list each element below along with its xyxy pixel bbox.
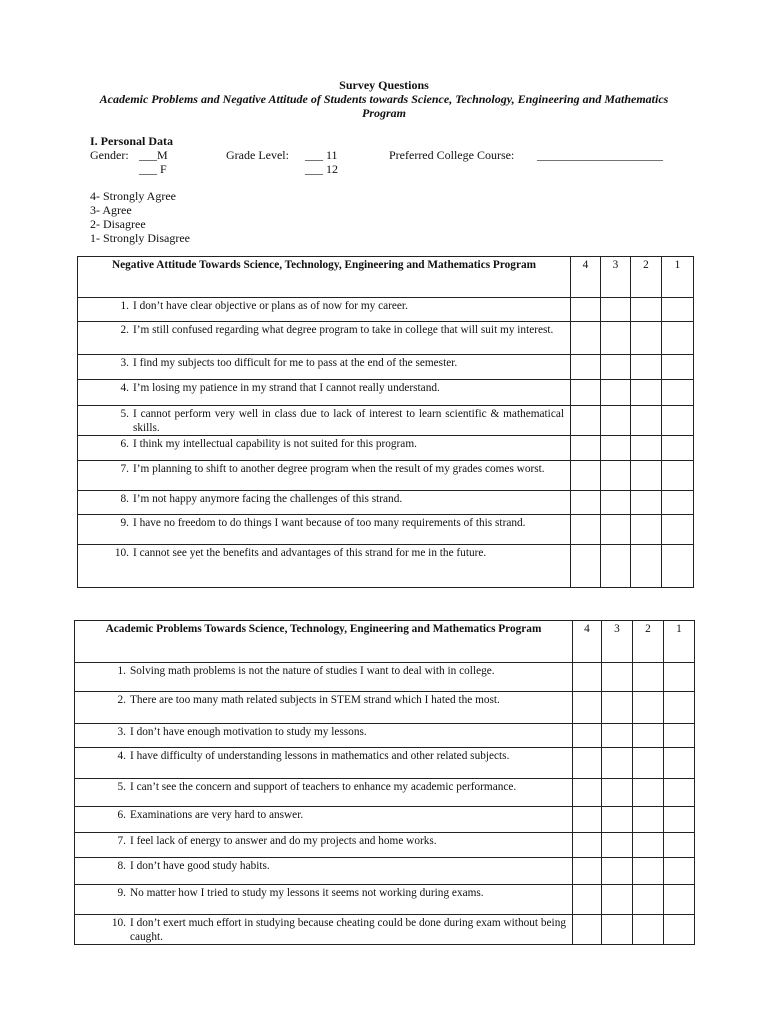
table-row bbox=[75, 915, 695, 945]
question-number: 3. bbox=[117, 726, 126, 738]
rating-cell-4[interactable] bbox=[571, 380, 601, 406]
preferred-course-field[interactable]: _____________________ bbox=[537, 148, 663, 162]
rating-cell-2[interactable] bbox=[631, 380, 662, 406]
rating-cell-4[interactable] bbox=[571, 406, 601, 436]
rating-cell-4[interactable] bbox=[571, 298, 601, 322]
question-text: I’m planning to shift to another degree program when the result of my grades comes worst. bbox=[133, 463, 545, 475]
rating-cell-3[interactable] bbox=[602, 692, 633, 724]
table2-col-1: 1 bbox=[664, 621, 695, 663]
rating-cell-2[interactable] bbox=[631, 491, 662, 515]
rating-cell-1[interactable] bbox=[662, 545, 694, 588]
rating-cell-1[interactable] bbox=[664, 779, 695, 807]
rating-cell-3[interactable] bbox=[601, 491, 631, 515]
question-number: 10. bbox=[111, 917, 126, 929]
rating-cell-4[interactable] bbox=[571, 461, 601, 491]
rating-cell-1[interactable] bbox=[664, 858, 695, 885]
rating-cell-2[interactable] bbox=[631, 436, 662, 461]
personal-data-heading: I. Personal Data bbox=[90, 134, 173, 148]
rating-cell-2[interactable] bbox=[633, 915, 664, 945]
question-text: There are too many math related subjects in STEM strand which I hated the most. bbox=[130, 694, 500, 706]
table-row bbox=[78, 406, 694, 436]
question-number: 6. bbox=[120, 438, 129, 450]
rating-cell-4[interactable] bbox=[571, 515, 601, 545]
table-row bbox=[78, 461, 694, 491]
rating-cell-2[interactable] bbox=[633, 724, 664, 748]
table-row bbox=[75, 724, 695, 748]
rating-cell-1[interactable] bbox=[664, 833, 695, 858]
rating-cell-1[interactable] bbox=[664, 663, 695, 692]
rating-cell-4[interactable] bbox=[573, 807, 602, 833]
rating-cell-3[interactable] bbox=[601, 322, 631, 355]
preferred-course-label: Preferred College Course: bbox=[389, 148, 515, 162]
rating-cell-4[interactable] bbox=[573, 885, 602, 915]
rating-cell-1[interactable] bbox=[664, 915, 695, 945]
rating-cell-4[interactable] bbox=[573, 779, 602, 807]
rating-cell-1[interactable] bbox=[662, 515, 694, 545]
question-text: I don’t exert much effort in studying because cheating could be done during exam without being caught. bbox=[130, 917, 566, 943]
rating-cell-1[interactable] bbox=[662, 322, 694, 355]
rating-cell-2[interactable] bbox=[633, 748, 664, 779]
table-row bbox=[78, 545, 694, 588]
table1-col-1: 1 bbox=[662, 257, 694, 298]
grade-level-label: Grade Level: bbox=[226, 148, 289, 162]
table2-col-3: 3 bbox=[602, 621, 633, 663]
question-text: I have difficulty of understanding lessons in mathematics and other related subjects. bbox=[130, 750, 510, 762]
rating-cell-2[interactable] bbox=[631, 515, 662, 545]
question-number: 2. bbox=[120, 324, 129, 336]
rating-cell-2[interactable] bbox=[633, 807, 664, 833]
rating-cell-2[interactable] bbox=[633, 833, 664, 858]
table2-col-2: 2 bbox=[633, 621, 664, 663]
rating-cell-2[interactable] bbox=[631, 461, 662, 491]
question-number: 2. bbox=[117, 694, 126, 706]
rating-cell-4[interactable] bbox=[573, 858, 602, 885]
grade-12-option[interactable]: ___ 12 bbox=[305, 162, 338, 176]
table-row bbox=[75, 663, 695, 692]
question-number: 3. bbox=[120, 357, 129, 369]
rating-cell-1[interactable] bbox=[664, 724, 695, 748]
table1-col-3: 3 bbox=[601, 257, 631, 298]
table-row bbox=[78, 515, 694, 545]
question-text: I’m not happy anymore facing the challenges of this strand. bbox=[133, 493, 403, 505]
table-row bbox=[78, 491, 694, 515]
gender-male-option[interactable]: ___M bbox=[139, 148, 168, 162]
question-text: I don’t have clear objective or plans as of now for my career. bbox=[133, 300, 408, 312]
rating-cell-4[interactable] bbox=[571, 355, 601, 380]
table1-col-4: 4 bbox=[571, 257, 601, 298]
question-text: Examinations are very hard to answer. bbox=[130, 809, 304, 821]
rating-cell-1[interactable] bbox=[664, 692, 695, 724]
rating-cell-3[interactable] bbox=[602, 724, 633, 748]
question-number: 4. bbox=[117, 750, 126, 762]
rating-cell-3[interactable] bbox=[602, 748, 633, 779]
rating-cell-4[interactable] bbox=[571, 545, 601, 588]
rating-cell-1[interactable] bbox=[662, 436, 694, 461]
question-text: I think my intellectual capability is not suited for this program. bbox=[133, 438, 417, 450]
rating-cell-2[interactable] bbox=[631, 298, 662, 322]
question-text: Solving math problems is not the nature of studies I want to deal with in college. bbox=[130, 665, 495, 677]
question-number: 10. bbox=[114, 547, 129, 559]
academic-problems-table bbox=[74, 620, 695, 945]
question-number: 7. bbox=[117, 835, 126, 847]
question-text: I don’t have good study habits. bbox=[130, 860, 270, 872]
rating-cell-3[interactable] bbox=[601, 380, 631, 406]
rating-cell-4[interactable] bbox=[573, 915, 602, 945]
question-number: 8. bbox=[120, 493, 129, 505]
table1-col-2: 2 bbox=[631, 257, 662, 298]
table-row bbox=[78, 380, 694, 406]
question-number: 1. bbox=[117, 665, 126, 677]
question-text: I don’t have enough motivation to study my lessons. bbox=[130, 726, 367, 738]
rating-cell-2[interactable] bbox=[633, 663, 664, 692]
rating-cell-3[interactable] bbox=[602, 663, 633, 692]
table2-col-4: 4 bbox=[573, 621, 602, 663]
table-row bbox=[78, 436, 694, 461]
table-row bbox=[78, 298, 694, 322]
rating-cell-3[interactable] bbox=[602, 833, 633, 858]
rating-cell-4[interactable] bbox=[571, 491, 601, 515]
table2-heading: Academic Problems Towards Science, Technology, Engineering and Mathematics Program bbox=[75, 621, 573, 663]
negative-attitude-table bbox=[77, 256, 694, 588]
table-row bbox=[75, 833, 695, 858]
question-number: 8. bbox=[117, 860, 126, 872]
rating-cell-1[interactable] bbox=[662, 298, 694, 322]
question-text: I’m still confused regarding what degree program to take in college that will suit my interest. bbox=[133, 324, 554, 336]
rating-cell-4[interactable] bbox=[573, 692, 602, 724]
survey-title: Survey Questions bbox=[339, 78, 429, 92]
rating-cell-3[interactable] bbox=[602, 885, 633, 915]
table-row bbox=[75, 692, 695, 724]
rating-cell-2[interactable] bbox=[633, 858, 664, 885]
rating-cell-1[interactable] bbox=[662, 461, 694, 491]
question-number: 5. bbox=[120, 408, 129, 420]
question-number: 6. bbox=[117, 809, 126, 821]
table-row bbox=[75, 748, 695, 779]
table-row bbox=[78, 322, 694, 355]
rating-cell-1[interactable] bbox=[664, 748, 695, 779]
rating-cell-4[interactable] bbox=[573, 748, 602, 779]
rating-cell-2[interactable] bbox=[631, 545, 662, 588]
grade-11-option[interactable]: ___ 11 bbox=[305, 148, 338, 162]
rating-cell-1[interactable] bbox=[662, 491, 694, 515]
question-text: I feel lack of energy to answer and do my projects and home works. bbox=[130, 835, 437, 847]
rating-cell-3[interactable] bbox=[601, 545, 631, 588]
gender-female-option[interactable]: ___ F bbox=[139, 162, 167, 176]
question-text: No matter how I tried to study my lessons it seems not working during exams. bbox=[130, 887, 484, 899]
survey-subtitle: Academic Problems and Negative Attitude of Students towards Science, Technology, Engineering and Mathematics Program bbox=[99, 92, 669, 120]
question-number: 4. bbox=[120, 382, 129, 394]
question-number: 9. bbox=[117, 887, 126, 899]
rating-cell-1[interactable] bbox=[662, 406, 694, 436]
rating-cell-3[interactable] bbox=[602, 915, 633, 945]
rating-cell-3[interactable] bbox=[601, 406, 631, 436]
rating-cell-3[interactable] bbox=[601, 436, 631, 461]
rating-cell-3[interactable] bbox=[601, 355, 631, 380]
rating-cell-1[interactable] bbox=[664, 807, 695, 833]
question-number: 7. bbox=[120, 463, 129, 475]
rating-cell-4[interactable] bbox=[571, 322, 601, 355]
question-text: I can’t see the concern and support of teachers to enhance my academic performance. bbox=[130, 781, 517, 793]
rating-cell-1[interactable] bbox=[662, 355, 694, 380]
table1-heading: Negative Attitude Towards Science, Technology, Engineering and Mathematics Program bbox=[78, 257, 571, 298]
table-row bbox=[75, 779, 695, 807]
question-number: 1. bbox=[120, 300, 129, 312]
table-row bbox=[75, 885, 695, 915]
question-text: I cannot perform very well in class due to lack of interest to learn scientific & mathematical skills. bbox=[133, 408, 564, 434]
question-text: I have no freedom to do things I want because of too many requirements of this strand. bbox=[133, 517, 526, 529]
rating-cell-4[interactable] bbox=[571, 436, 601, 461]
rating-cell-2[interactable] bbox=[631, 406, 662, 436]
scale-strongly-disagree: 1- Strongly Disagree bbox=[90, 231, 190, 245]
scale-agree: 3- Agree bbox=[90, 203, 132, 217]
rating-cell-2[interactable] bbox=[631, 355, 662, 380]
table-row bbox=[75, 858, 695, 885]
question-text: I find my subjects too difficult for me to pass at the end of the semester. bbox=[133, 357, 458, 369]
rating-cell-1[interactable] bbox=[664, 885, 695, 915]
rating-cell-3[interactable] bbox=[602, 807, 633, 833]
question-text: I’m losing my patience in my strand that I cannot really understand. bbox=[133, 382, 440, 394]
table-row bbox=[78, 355, 694, 380]
rating-cell-3[interactable] bbox=[601, 298, 631, 322]
scale-strongly-agree: 4- Strongly Agree bbox=[90, 189, 176, 203]
rating-cell-4[interactable] bbox=[573, 724, 602, 748]
question-text: I cannot see yet the benefits and advantages of this strand for me in the future. bbox=[133, 547, 487, 559]
rating-cell-4[interactable] bbox=[573, 833, 602, 858]
rating-cell-3[interactable] bbox=[602, 779, 633, 807]
rating-cell-2[interactable] bbox=[631, 322, 662, 355]
rating-cell-4[interactable] bbox=[573, 663, 602, 692]
rating-cell-1[interactable] bbox=[662, 380, 694, 406]
rating-cell-3[interactable] bbox=[602, 858, 633, 885]
rating-cell-2[interactable] bbox=[633, 779, 664, 807]
rating-cell-2[interactable] bbox=[633, 692, 664, 724]
rating-cell-3[interactable] bbox=[601, 515, 631, 545]
question-number: 9. bbox=[120, 517, 129, 529]
scale-disagree: 2- Disagree bbox=[90, 217, 146, 231]
rating-cell-2[interactable] bbox=[633, 885, 664, 915]
gender-label: Gender: bbox=[90, 148, 129, 162]
table-row bbox=[75, 807, 695, 833]
rating-cell-3[interactable] bbox=[601, 461, 631, 491]
question-number: 5. bbox=[117, 781, 126, 793]
